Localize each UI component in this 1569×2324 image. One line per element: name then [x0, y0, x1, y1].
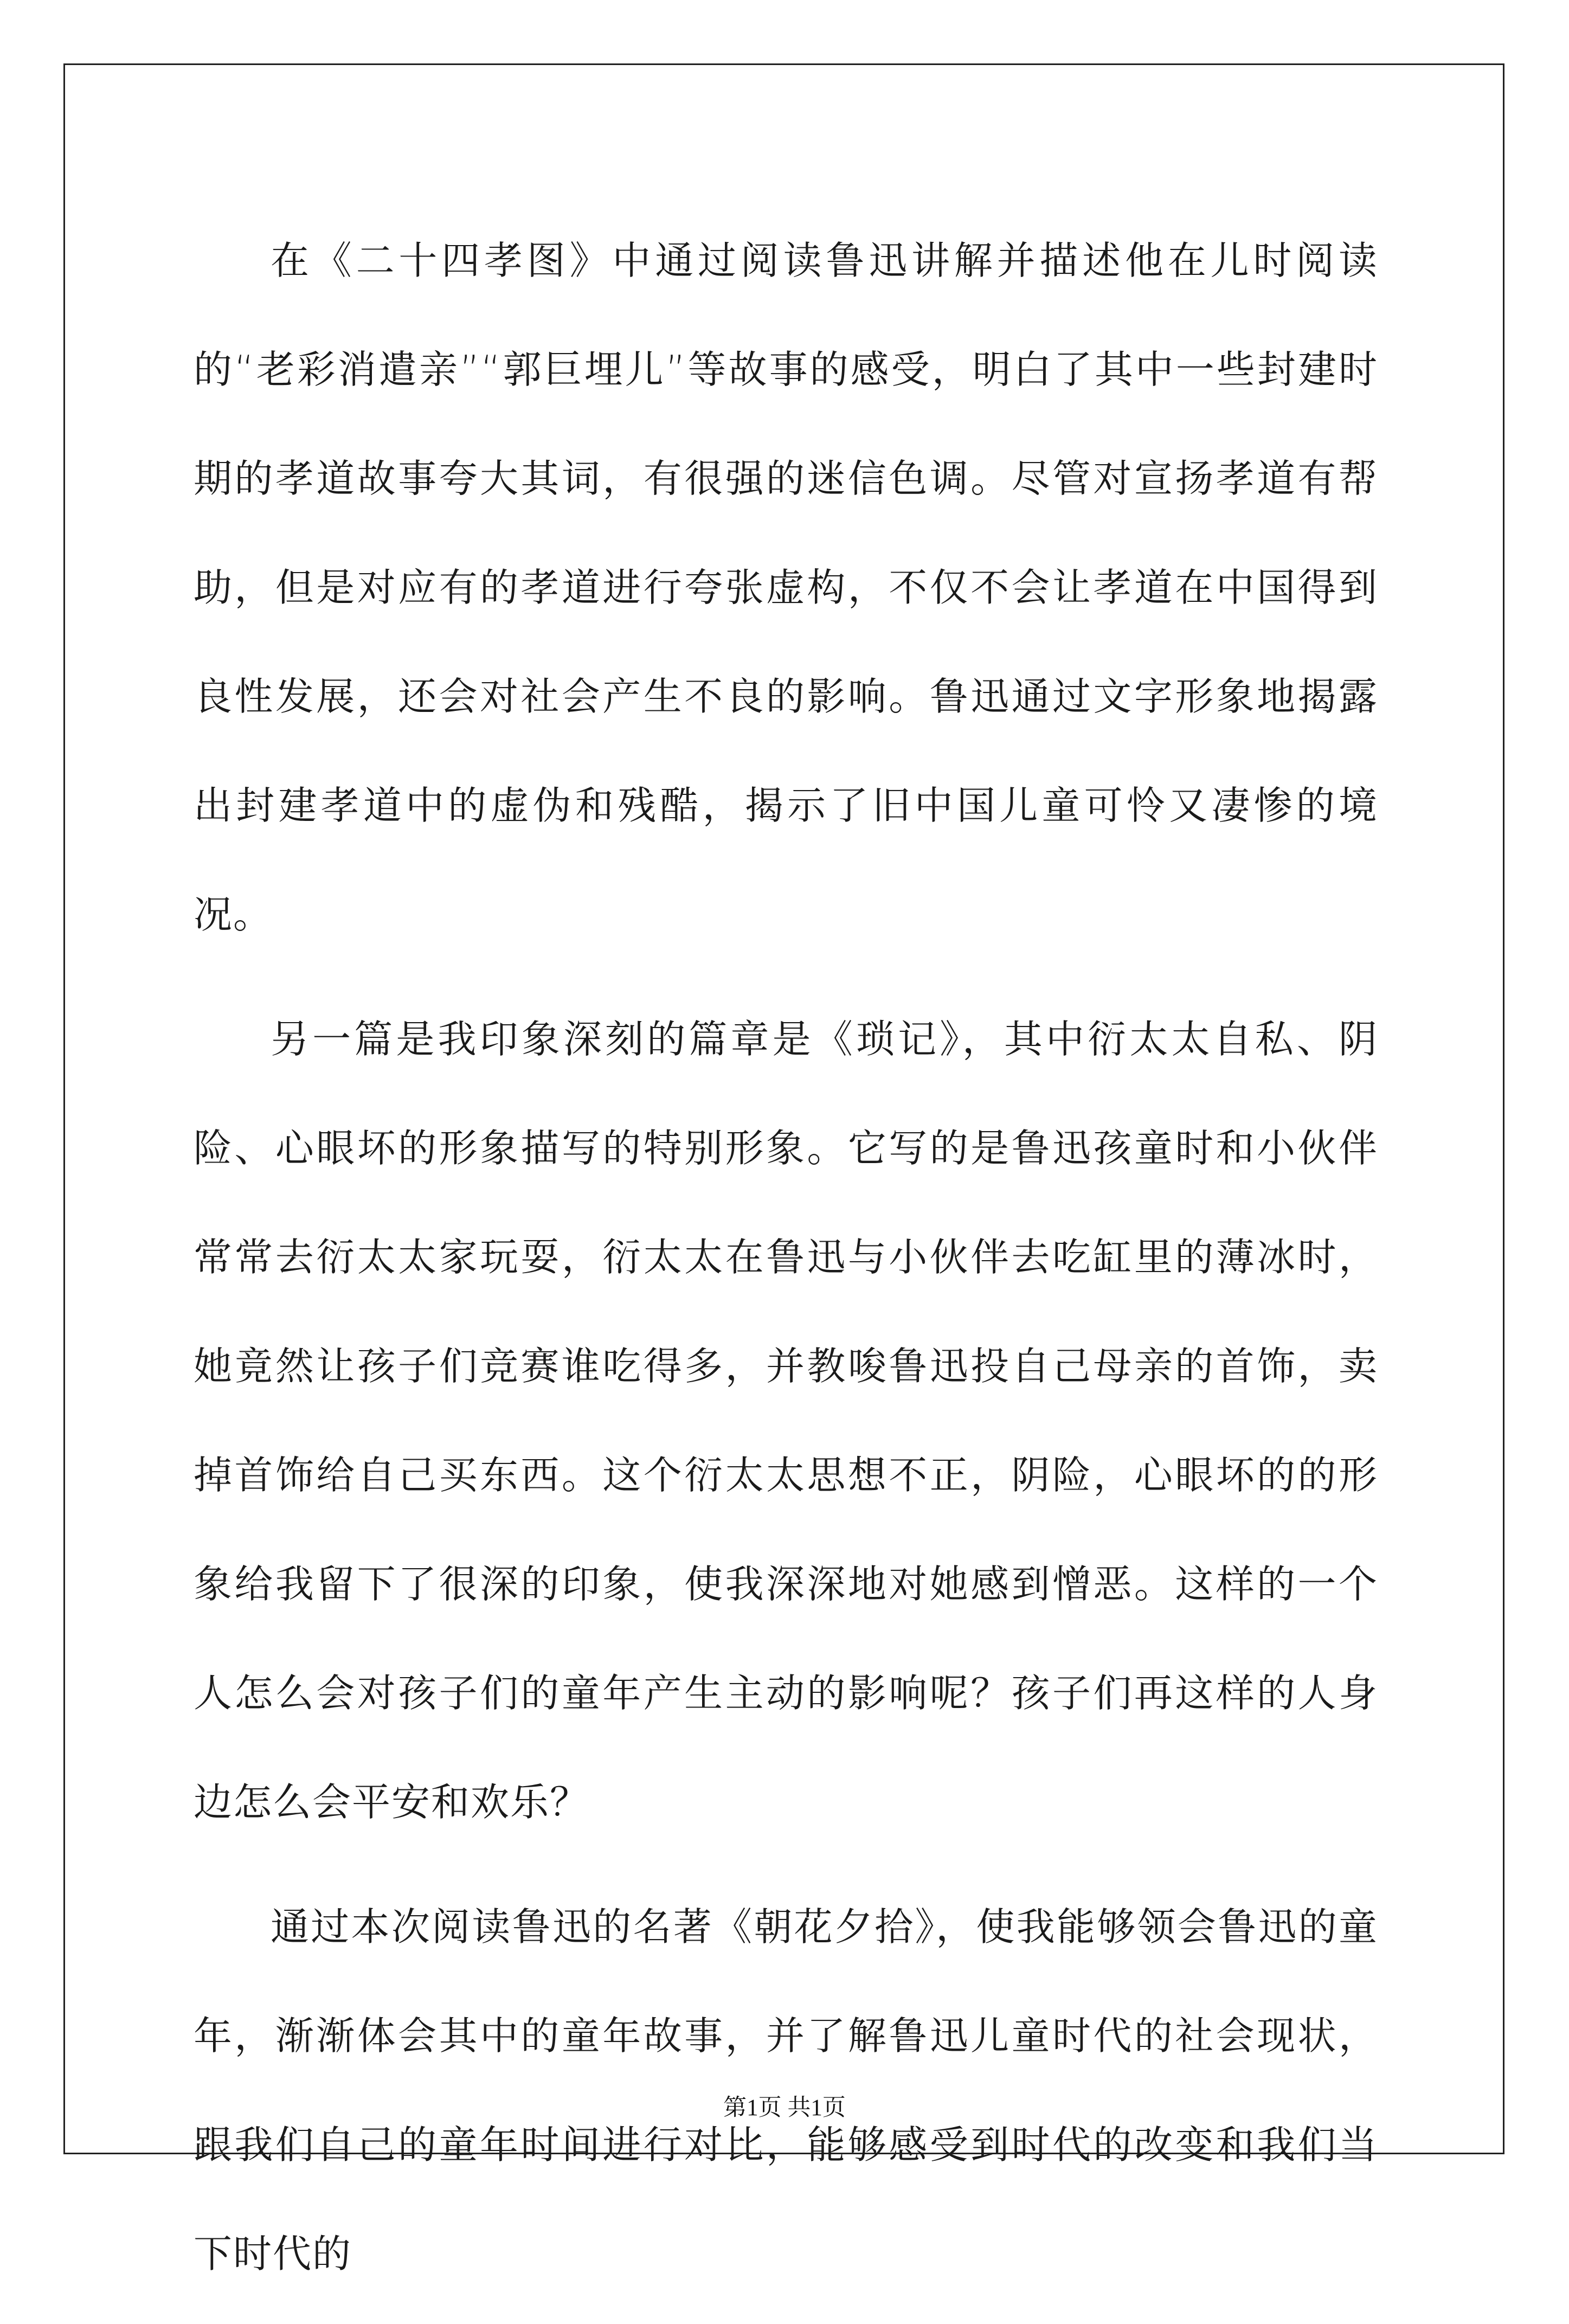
document-body: [194, 206, 1378, 2324]
paragraph-2: 另一篇是我印象深刻的篇章是《琐记》，其中衍太太自私、阴险、心眼坏的形象描写的特别形象。它写的是鲁迅孩童时和小伙伴常常去衍太太家玩耍，衍太太在鲁迅与小伙伴去吃缸里的薄冰时，她竟然让孩子们竞赛谁吃得多，并教唆鲁迅投自己母亲的首饰，卖掉首饰给自己买东西。这个衍太太思想不正，阴险，心眼坏的的形象给我留下了很深的印象，使我深深地对她感到憎恶。这样的一个人怎么会对孩子们的童年产生主动的影响呢？孩子们再这样的人身边怎么会平安和欢乐？: [194, 1017, 1378, 1825]
paragraph-3: 通过本次阅读鲁迅的名著《朝花夕拾》，使我能够领会鲁迅的童年，渐渐体会其中的童年故事，并了解鲁迅儿童时代的社会现状，跟我们自己的童年时间进行对比，能够感受到时代的改变和我们当下时代的: [194, 1904, 1378, 2276]
page-number-footer: 第1页 共1页: [723, 2095, 846, 2121]
paragraph-1: 在《二十四孝图》中通过阅读鲁迅讲解并描述他在儿时阅读的“老彩消遣亲”“郭巨埋儿”等故事的感受，明白了其中一些封建时期的孝道故事夸大其词，有很强的迷信色调。尽管对宣扬孝道有帮助，但是对应有的孝道进行夸张虚构，不仅不会让孝道在中国得到良性发展，还会对社会产生不良的影响。鲁迅通过文字形象地揭露出封建孝道中的虚伪和残酷，揭示了旧中国儿童可怜又凄惨的境况。: [194, 238, 1378, 937]
